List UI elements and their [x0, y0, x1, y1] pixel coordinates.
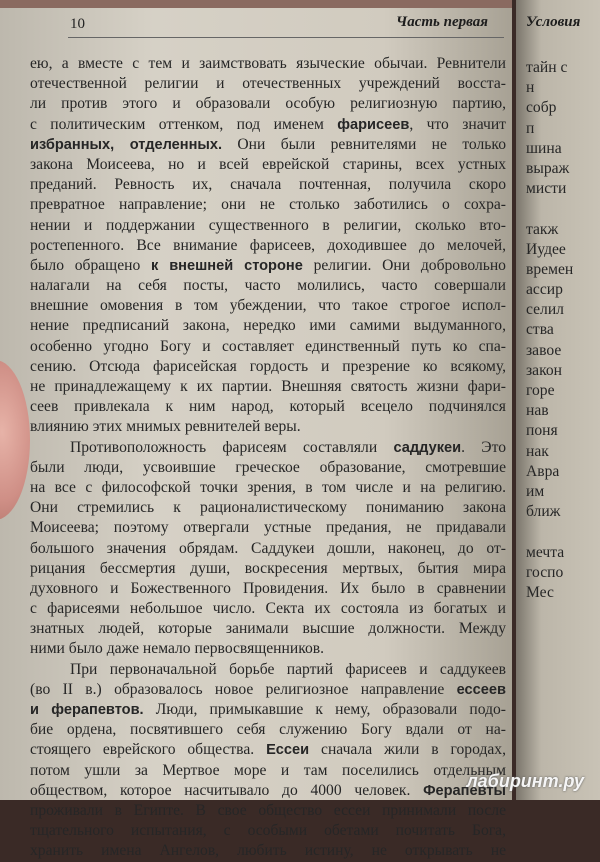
- next-page-line: ассир: [526, 281, 563, 299]
- next-page-line: тайн с: [526, 59, 568, 76]
- text-run: закона Моисеева, но и всей еврейской старины, всех устных: [30, 155, 506, 173]
- text-line: [30, 175, 506, 195]
- text-run: на все с философской точки зрения, в том числе и на религию.: [30, 478, 506, 496]
- watermark: лабиринт.ру: [466, 771, 584, 791]
- text-line: [30, 155, 506, 175]
- next-page-line: [526, 522, 573, 542]
- text-line: [30, 680, 506, 700]
- text-run: ли против этого и образовали особую религиозную партию,: [30, 95, 506, 113]
- text-run: превратное направление; они не столько заботились о сохра-: [30, 196, 506, 214]
- next-page-line: завое: [526, 341, 562, 359]
- next-page-line: выраж: [526, 159, 570, 177]
- text-run: . Это: [461, 438, 506, 456]
- text-run: внешние омовения в том убеждении, что такое строгое испол-: [30, 297, 506, 315]
- text-run: ею, а вместе с тем и заимствовать языческие обычаи. Ревнители: [30, 55, 506, 72]
- text-run: сению. Отсюда фарисейская гордость и презрение ко всякому,: [30, 357, 506, 375]
- text-run: стоящего еврейского общества.: [30, 741, 267, 759]
- text-run: преданий. Ревность их, сначала почтенная, получила скоро: [30, 176, 506, 194]
- text-line: [30, 821, 506, 841]
- text-line: [30, 397, 506, 417]
- next-page-line: шина: [526, 139, 562, 157]
- text-run: не принадлежащему к их партии. Внешняя святость жизни фари-: [30, 378, 506, 395]
- next-page-line: Авра: [526, 462, 560, 480]
- text-line: [30, 54, 506, 74]
- text-run: ростепенного. Все внимание фарисеев, доходившее до мелочей,: [30, 236, 506, 254]
- text-line: [30, 377, 506, 397]
- text-line: [30, 761, 506, 781]
- text-run: особенно угодно Богу и составляет единственный путь ко спа-: [30, 337, 506, 355]
- text-run: потом ушли за Мертвое море и там поселились отдельным: [30, 761, 506, 779]
- text-line: [30, 94, 506, 114]
- next-page-line: ближ: [526, 503, 561, 521]
- text-run: Люди, примыкавшие к нему, образовали подо-: [143, 701, 507, 718]
- next-page-line: мечта: [526, 543, 565, 561]
- page-top-edge: [0, 0, 512, 8]
- text-line: [30, 518, 506, 538]
- next-page-head: Условия: [526, 14, 581, 30]
- text-line: [30, 236, 506, 256]
- text-run: бие ордена, посвятившего себя служению Богу вдали от на-: [30, 721, 506, 739]
- text-line: [30, 801, 506, 821]
- text-line: [30, 417, 506, 437]
- text-line: [30, 539, 506, 559]
- text-run: сеев привлекала к ним народ, который всецело подчинялся: [30, 398, 506, 416]
- text-run: влиянию этих мнимых ревнителей веры.: [30, 418, 301, 436]
- text-run: хранить имена Ангелов, любить истину, не открывать не: [30, 842, 506, 860]
- text-run: (во II в.) образовалось новое религиозное направление: [30, 680, 457, 698]
- text-run: При первоначальной борьбе партий фарисеев и саддукеев: [70, 660, 506, 678]
- next-page-line: нав: [526, 402, 549, 420]
- bold-term: саддукеи: [393, 439, 462, 456]
- text-line: [30, 720, 506, 740]
- text-run: с политическим оттенком, под именем: [30, 115, 338, 133]
- text-line: [30, 195, 506, 215]
- bold-term: фарисеев: [337, 116, 410, 133]
- next-page-line: ства: [526, 321, 554, 339]
- next-page-text: [526, 58, 573, 603]
- text-run: Моисеева; поэтому отвергали устные предания, не придавали: [30, 519, 506, 537]
- next-page-line: [526, 199, 573, 219]
- text-run: были люди, усвоившие греческое образование, смотревшие: [30, 458, 506, 476]
- next-page-line: поня: [526, 422, 558, 440]
- text-line: [30, 458, 506, 478]
- next-page-line: собр: [526, 99, 557, 117]
- text-line: [30, 357, 506, 377]
- next-page: [516, 0, 600, 800]
- text-run: нение предписаний закона, нередко ими самими выдуманного,: [30, 317, 506, 335]
- text-run: налагали на себя посты, часто молились, часто совершали: [30, 277, 506, 295]
- next-page-line: им: [526, 482, 545, 500]
- text-line: [30, 316, 506, 336]
- text-run: сначала жили в городах,: [309, 741, 507, 759]
- text-line: [30, 579, 506, 599]
- text-line: [30, 660, 506, 680]
- page-number: 10: [70, 16, 85, 32]
- header-rule: [68, 37, 504, 38]
- bold-term: Ессеи: [266, 742, 310, 759]
- text-line: [30, 740, 506, 760]
- text-line: [30, 115, 506, 135]
- next-page-line: мисти: [526, 180, 567, 198]
- text-run: рицания бессмертия души, воскресения мертвых, бытия мира: [30, 559, 506, 577]
- text-line: [30, 216, 506, 236]
- text-line: [30, 619, 506, 639]
- text-run: отечественной религии и отечественных учреждений восста-: [30, 75, 506, 93]
- text-run: знатных людей, которые занимали высшие должности. Между: [30, 620, 506, 638]
- text-run: обществом, которое насчитывало до 4000 человек.: [30, 781, 424, 799]
- text-line: [30, 296, 506, 316]
- next-page-line: госпо: [526, 563, 564, 581]
- text-line: [30, 599, 506, 619]
- bold-term: Ферапевты: [423, 782, 506, 799]
- text-line: [30, 478, 506, 498]
- text-run: ними было даже немало первосвященников.: [30, 640, 325, 658]
- bold-term: избранных, отделенных.: [30, 136, 223, 153]
- text-line: [30, 256, 506, 276]
- next-page-line: Иудее: [526, 240, 566, 258]
- bold-term: и ферапевтов.: [30, 702, 144, 718]
- text-line: [30, 337, 506, 357]
- text-line: [30, 74, 506, 94]
- text-line: [30, 438, 506, 458]
- next-page-line: Мес: [526, 583, 554, 601]
- text-run: Они были ревнителями не только: [222, 135, 506, 153]
- text-run: , что значит: [409, 115, 506, 133]
- text-line: [30, 639, 506, 659]
- next-page-line: времен: [526, 260, 574, 278]
- next-page-line: селил: [526, 301, 564, 319]
- text-line: [30, 841, 506, 861]
- text-line: [30, 135, 506, 155]
- text-line: [30, 498, 506, 518]
- text-run: религии. Они добровольно: [302, 256, 506, 274]
- next-page-line: п: [526, 119, 535, 137]
- text-run: было обращено: [30, 256, 151, 274]
- text-line: [30, 781, 506, 801]
- next-page-line: н: [526, 79, 535, 97]
- bold-term: ессеев: [456, 681, 506, 698]
- bold-term: к внешней стороне: [151, 257, 303, 274]
- text-run: с фарисеями небольшое число. Секта их состояла из богатых и: [30, 600, 506, 618]
- text-run: духовного и Божественного Провидения. Их было в сравнении: [30, 579, 506, 597]
- next-page-line: закон: [526, 361, 563, 379]
- next-page-line: нак: [526, 442, 549, 460]
- next-page-line: горе: [526, 382, 555, 399]
- text-line: [30, 559, 506, 579]
- body-text: [30, 54, 506, 862]
- text-run: Противоположность фарисеям составляли: [70, 438, 394, 456]
- text-line: [30, 700, 506, 720]
- text-run: тщательного испытания, с особыми обетами почитать Бога,: [30, 822, 506, 840]
- running-head: Часть первая: [396, 14, 488, 30]
- text-run: нении и поддержании существенного в религии, сколько вто-: [30, 216, 506, 234]
- text-run: большого значения обрядам. Саддукеи дошли, наконец, до от-: [30, 539, 506, 557]
- text-run: проживали в Египте. В свое общество ессеи принимали после: [30, 801, 506, 819]
- next-page-line: такж: [526, 220, 559, 238]
- text-line: [30, 276, 506, 296]
- text-run: Они стремились к рационалистическому пониманию закона: [30, 499, 506, 517]
